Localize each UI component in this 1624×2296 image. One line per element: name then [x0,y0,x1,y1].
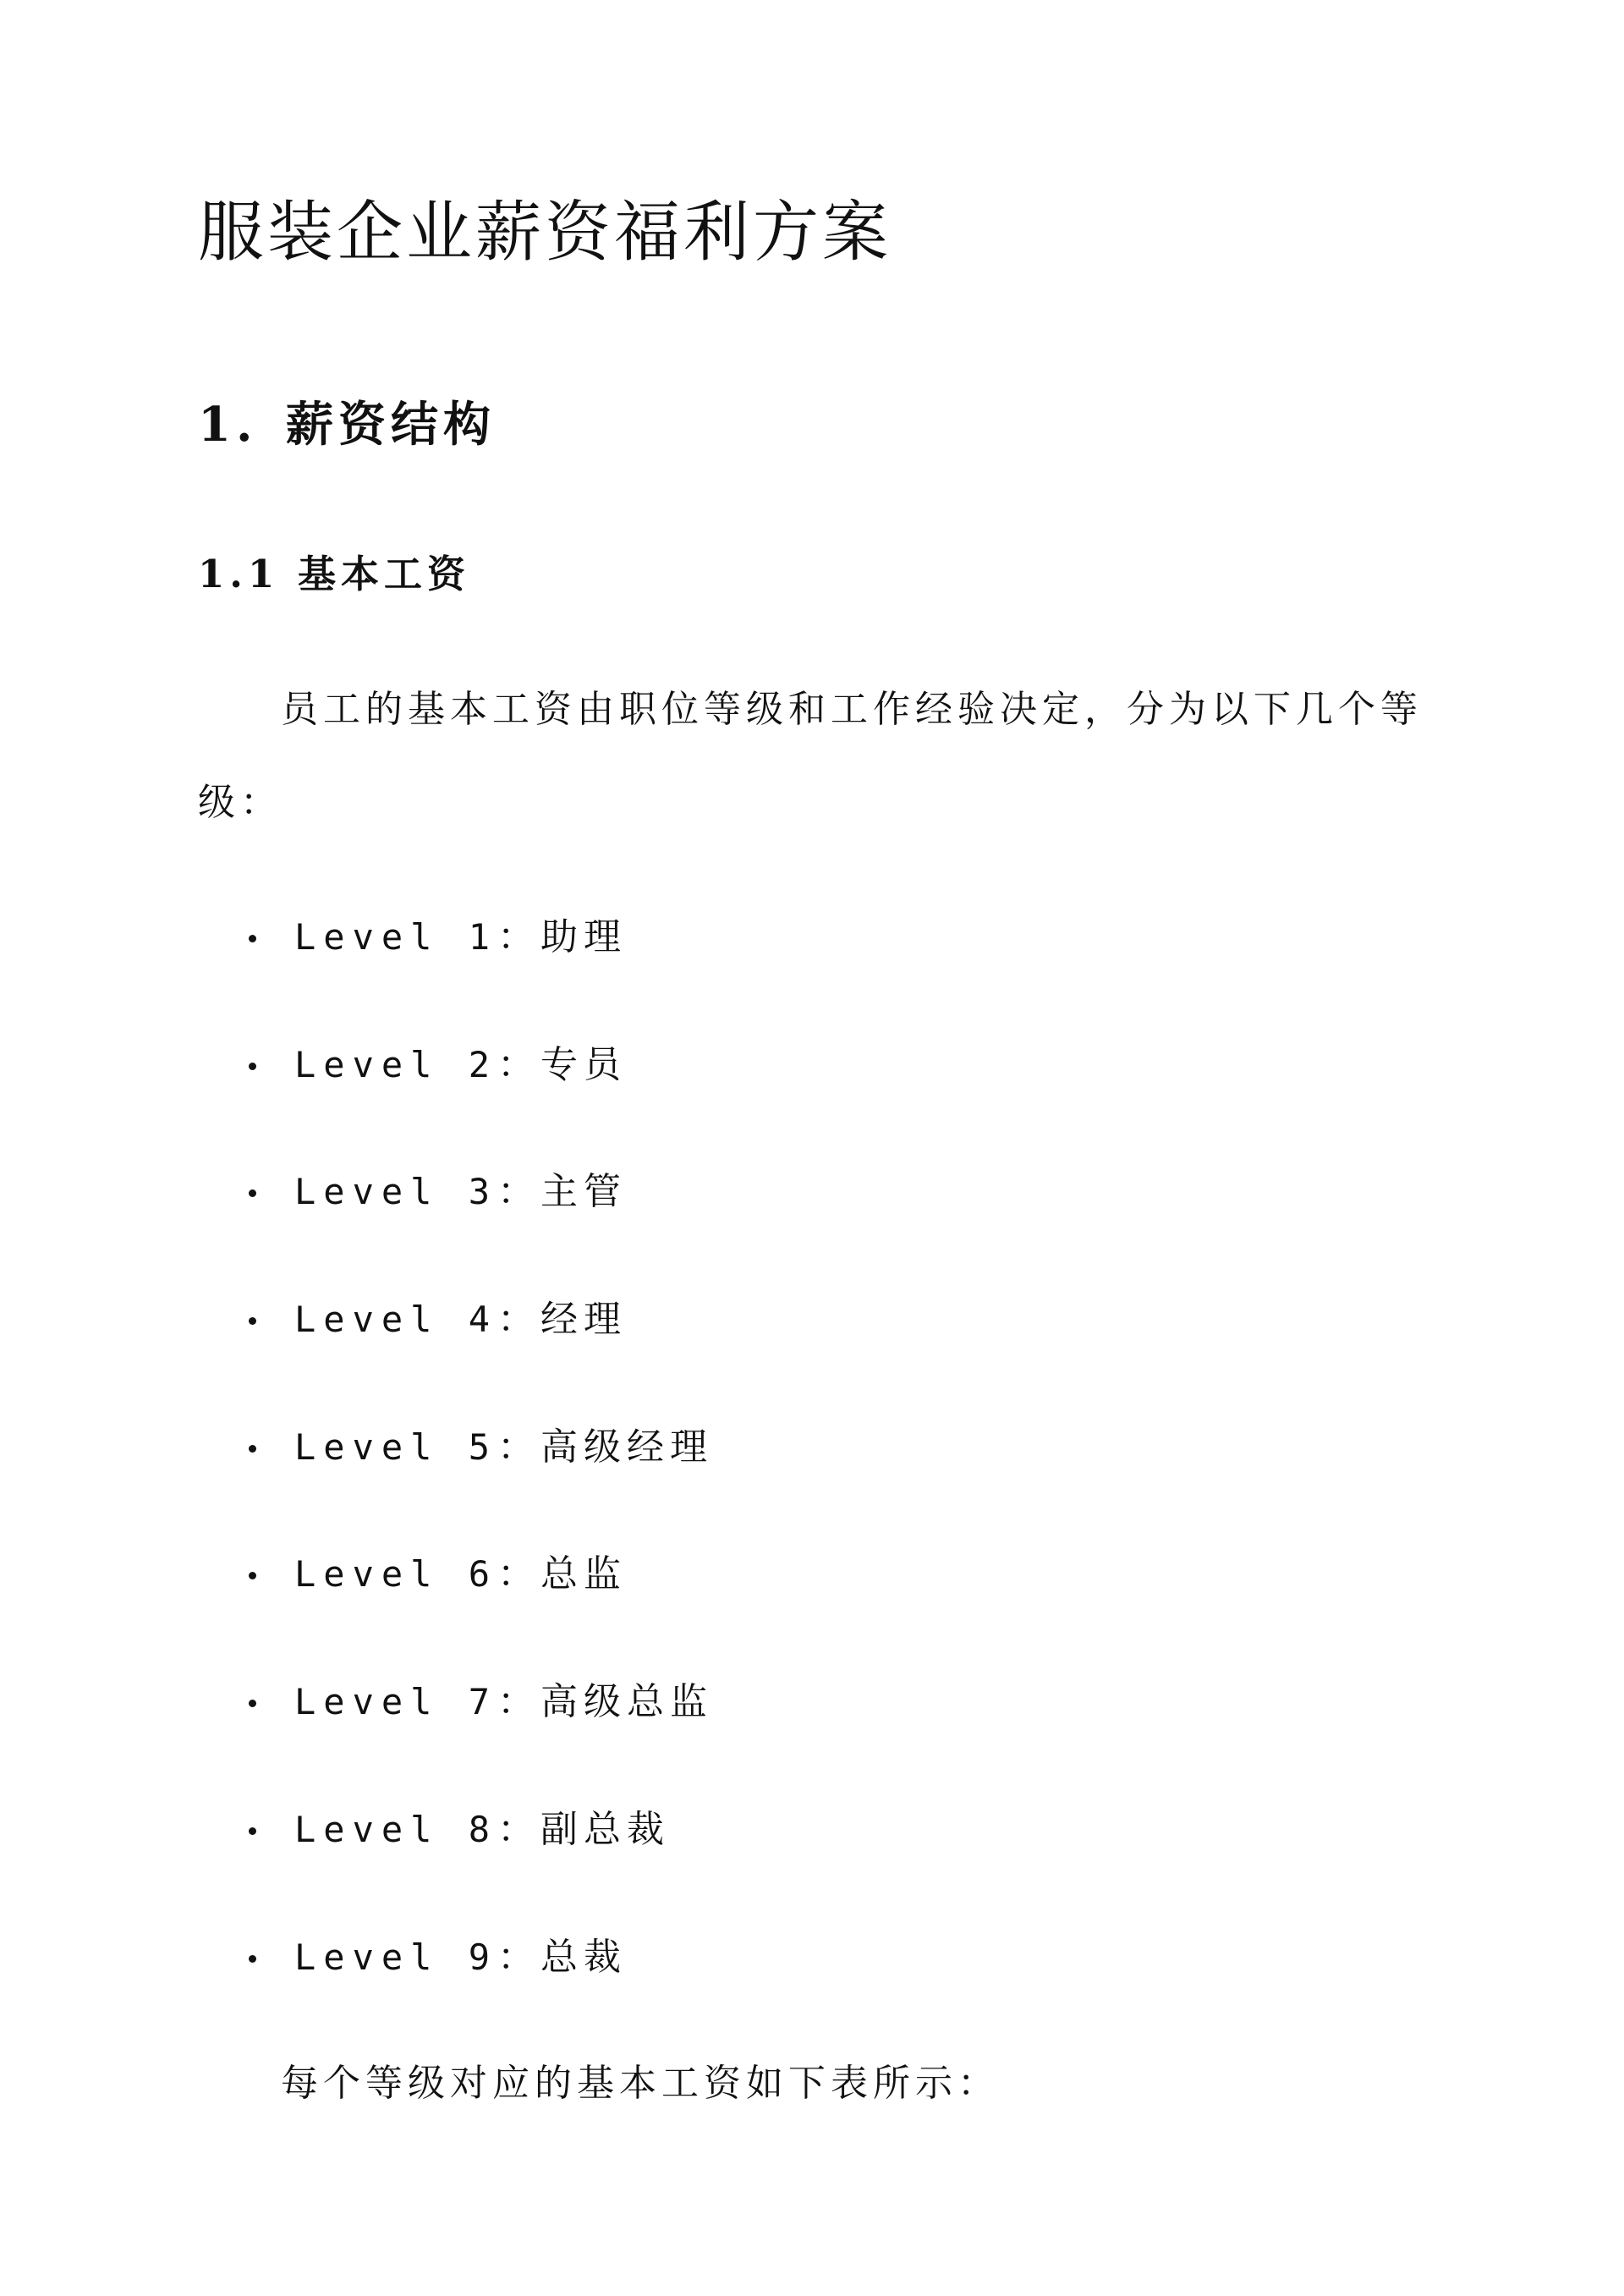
bullet-icon [249,1445,256,1453]
subsection-title: 基本工资 [298,552,471,596]
bullet-icon [249,1063,256,1070]
level-label: Level 6 [294,1553,498,1596]
bullet-icon [249,1317,256,1325]
subsection-heading [198,552,471,596]
document-title: 服装企业薪资福利方案 [198,195,892,271]
list-item-text [294,1410,713,1485]
level-label: Level 1 [294,916,498,958]
list-item-text [294,1028,627,1102]
level-label: Level 7 [294,1681,498,1723]
list-item-text [294,1665,713,1739]
level-label: Level 4 [294,1299,498,1341]
level-label: Level 9 [294,1936,498,1978]
list-item-text [294,1537,627,1612]
level-separator: ： [497,1298,541,1342]
level-role: 总监 [540,1552,628,1596]
level-label: Level 8 [294,1808,498,1850]
bullet-icon [249,1955,256,1963]
level-separator: ： [497,1425,541,1469]
level-role: 专员 [540,1042,628,1086]
level-label: Level 2 [294,1043,498,1085]
level-role: 副总裁 [540,1807,671,1851]
intro-paragraph: 员工的基本工资由职位等级和工作经验决定，分为以下几个等级： [198,688,1423,824]
section-title: 薪资结构 [286,397,496,453]
level-separator: ： [497,1680,541,1724]
list-item-text [294,1793,670,1867]
outro-paragraph: 每个等级对应的基本工资如下表所示： [281,2062,1000,2105]
level-role: 助理 [540,915,628,958]
level-separator: ： [497,1935,541,1979]
level-role: 总裁 [540,1935,628,1979]
subsection-number: 1.1 [198,552,280,596]
bullet-icon [249,1700,256,1707]
list-item-text [294,1155,627,1229]
level-label: Level 3 [294,1171,498,1213]
list-item-text [294,1283,627,1357]
section-number: 1. [198,397,258,453]
list-item-text [294,900,627,975]
bullet-icon [249,1827,256,1835]
level-role: 主管 [540,1170,628,1214]
list-item-text [294,1920,627,1995]
bullet-icon [249,1189,256,1197]
level-separator: ： [497,1042,541,1086]
bullet-icon [249,935,256,942]
section-heading [198,397,496,453]
level-role: 高级经理 [540,1425,714,1469]
level-role: 经理 [540,1298,628,1342]
level-separator: ： [497,1807,541,1851]
level-label: Level 5 [294,1425,498,1468]
level-separator: ： [497,1170,541,1214]
bullet-icon [249,1572,256,1579]
level-separator: ： [497,915,541,958]
level-separator: ： [497,1552,541,1596]
level-role: 高级总监 [540,1680,714,1724]
